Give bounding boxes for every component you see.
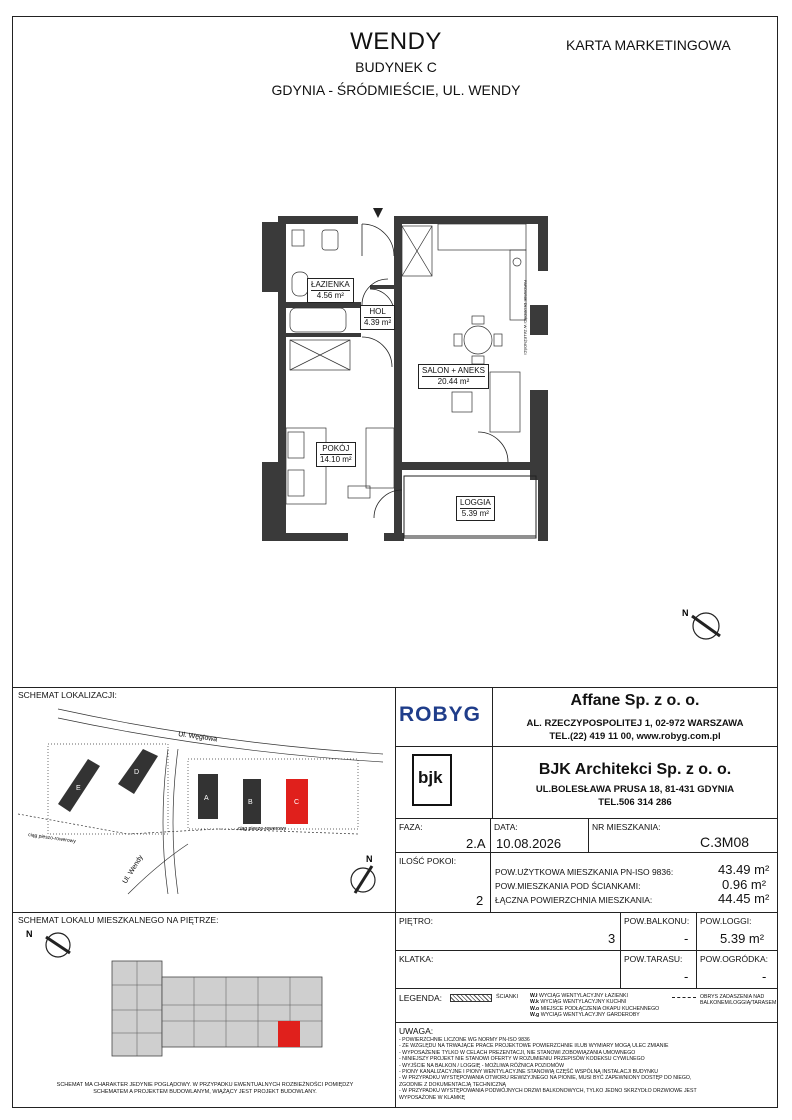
notes-label: UWAGA: <box>399 1026 434 1036</box>
north-arrow-icon <box>676 604 726 646</box>
notes-list: - POWIERZCHNIE LICZONE WG NORMY PN-ISO 9836 - ZE WZGLĘDU NA TRWAJĄCE PRACE PROJEKTOWE POWIERZCHNIE I/LUB WYMIARY MOGĄ ULEC ZMIANIE - WYPOSAŻENIE TYLKO W CELACH PREZENTACJI, NIE STANOWI ZOBOWIĄZANIA UMOWNEGO - NINIEJSZY PROJEKT NIE STANOWI OFERTY W ROZUMIENIU PRZEPISÓW KODEKSU CYWILNEGO - WYJŚCIE NA BALKON / LOGGIĘ - MOŻLIWA RÓŻNICA POZIOMÓW - PIONY KANALIZACYJNE I PIONY WENTYLACYJNE STANOWIĄ CZĘŚĆ WSPÓLNĄ INSTALACJI BUDYNKU - W PRZYPADKU WYSTĘPOWANIA OTWORU REWIZYJNEGO NA PIONIE, MUSI BYĆ ZAPEWNIONY DOSTĘP DO NIEGO, ZGODNIE Z DOKUMENTACJĄ TECHNICZNĄ - W PRZYPADKU WYSTĘPOWANIA PODWÓJNYCH DRZWI BALKONOWYCH, TYLKO JEDNO SKRZYDŁO DRZWIOWE JEST WYPOSAŻONE W KLAMKĘ <box>399 1037 697 1101</box>
legend-label: LEGENDA: <box>399 993 442 1003</box>
svg-text:E: E <box>76 785 81 792</box>
taras-label: POW.TARASU: <box>624 954 683 964</box>
svg-text:A: A <box>204 795 209 802</box>
area-value-2: 0.96 m² <box>722 877 767 892</box>
walls-swatch <box>450 994 492 1002</box>
roof-outline-swatch <box>672 997 696 998</box>
floor-schematic <box>22 925 387 1075</box>
plan-note: PAROWNIK DŁUGOŚCI W ZALEŻNOŚCI <box>523 280 528 355</box>
nr-label: NR MIESZKANIA: <box>592 822 661 832</box>
column-divider <box>395 687 396 1108</box>
card-type: KARTA MARKETINGOWA <box>566 37 731 53</box>
apartment-highlight <box>278 1021 300 1047</box>
svg-text:D: D <box>134 769 140 776</box>
company-2-contact: TEL.506 314 286 <box>598 797 672 808</box>
pietro-label: PIĘTRO: <box>399 916 434 926</box>
street-label-wendy: Ul. Wendy <box>121 854 145 886</box>
project-location: GDYNIA - ŚRÓDMIEŚCIE, UL. WENDY <box>271 82 521 98</box>
balkon-value: - <box>684 931 689 946</box>
disclaimer: SCHEMAT MA CHARAKTER JEDYNIE POGLĄDOWY. W PRZYPADKU EWENTUALNYCH ROZBIEŻNOŚCI POMIĘDZY SCHEMATEM A PROJEKTEM BUDOWLANYM, WIĄŻĄCY JEST PROJEKT BUDOWLANY. <box>56 1082 354 1095</box>
site-plan-heading: SCHEMAT LOKALIZACJI: <box>18 690 117 700</box>
robyg-logo: ROBYG <box>399 703 482 726</box>
area-label-2: POW.MIESZKANIA POD ŚCIANKAMI: <box>495 881 641 891</box>
site-plan-map <box>18 704 388 904</box>
room-label-loggia: LOGGIA 5.39 m² <box>456 496 495 521</box>
loggia-value: 5.39 m² <box>720 931 765 946</box>
room-label-hol: HOL 4.39 m² <box>360 305 395 330</box>
room-label-pokoj: POKÓJ 14.10 m² <box>316 442 356 467</box>
balkon-label: POW.BALKONU: <box>624 916 690 926</box>
building-name: BUDYNEK C <box>355 59 437 75</box>
ogrodek-label: POW.OGRÓDKA: <box>700 954 769 964</box>
company-2-name: BJK Architekci Sp. z o. o. <box>538 761 732 778</box>
pietro-value: 3 <box>608 931 616 946</box>
path-label-1: ciąg pieszo-rowerowy <box>27 832 77 845</box>
data-label: DATA: <box>494 822 518 832</box>
svg-text:C: C <box>294 799 300 806</box>
company-1-address: AL. RZECZYPOSPOLITEJ 1, 02-972 WARSZAWA <box>526 718 744 729</box>
pokoje-label: ILOŚĆ POKOI: <box>399 856 457 866</box>
area-label-1: POW.UŻYTKOWA MIESZKANIA PN-ISO 9836: <box>495 867 674 877</box>
data-value: 10.08.2026 <box>496 836 562 851</box>
legend-list: W.ł WYCIĄG WENTYLACYJNY ŁAZIENKI W.k WYCIĄG WENTYLACYJNY KUCHNI W.o MIEJSCE PODŁĄCZENIA OKAPU KUCHENNEGO W.g WYCIĄG WENTYLACYJNY GARDEROBY <box>530 993 660 1019</box>
apartment-plan <box>262 200 562 550</box>
taras-value: - <box>684 969 689 984</box>
north-arrow-icon <box>351 854 375 893</box>
faza-value: 2.A <box>466 836 486 851</box>
ogrodek-value: - <box>762 969 767 984</box>
entrance-arrow-icon <box>373 208 383 218</box>
pokoje-value: 2 <box>476 893 484 908</box>
klatka-label: KLATKA: <box>399 954 434 964</box>
loggia-label: POW.LOGGI: <box>700 916 752 926</box>
svg-text:N: N <box>26 929 33 939</box>
nr-value: C.3M08 <box>700 834 750 850</box>
floor-plan-heading: SCHEMAT LOKALU MIESZKALNEGO NA PIĘTRZE: <box>18 915 219 925</box>
svg-text:N: N <box>682 608 689 618</box>
legend-walls: ŚCIANKI <box>496 994 519 1000</box>
svg-text:N: N <box>366 854 373 864</box>
svg-text:B: B <box>248 799 253 806</box>
area-value-3: 44.45 m² <box>718 891 770 906</box>
north-arrow-icon <box>26 929 70 957</box>
faza-label: FAZA: <box>399 822 423 832</box>
project-title: WENDY <box>350 28 442 55</box>
room-label-salon: SALON + ANEKS 20.44 m² <box>418 364 489 389</box>
company-1-contact: TEL.(22) 419 11 00, www.robyg.com.pl <box>549 731 721 742</box>
street-label-weglowa: Ul. Węglowa <box>177 731 218 744</box>
company-2-address: UL.BOLESŁAWA PRUSA 18, 81-431 GDYNIA <box>535 784 735 795</box>
path-label-2: ciąg pieszo-rowerowy <box>238 826 287 832</box>
legend-outline-note: OBRYS ZADASZENIA NAD BALKONEM/LOGGIĄ/TARASEM <box>700 994 777 1007</box>
room-label-lazienka: ŁAZIENKA 4.56 m² <box>307 278 354 303</box>
area-label-3: ŁĄCZNA POWIERZCHNIA MIESZKANIA: <box>495 895 653 905</box>
company-1-name: Affane Sp. z o. o. <box>570 692 700 709</box>
bjk-logo-icon: bjk <box>412 754 452 806</box>
area-value-1: 43.49 m² <box>718 862 770 877</box>
left-divider <box>12 912 396 913</box>
